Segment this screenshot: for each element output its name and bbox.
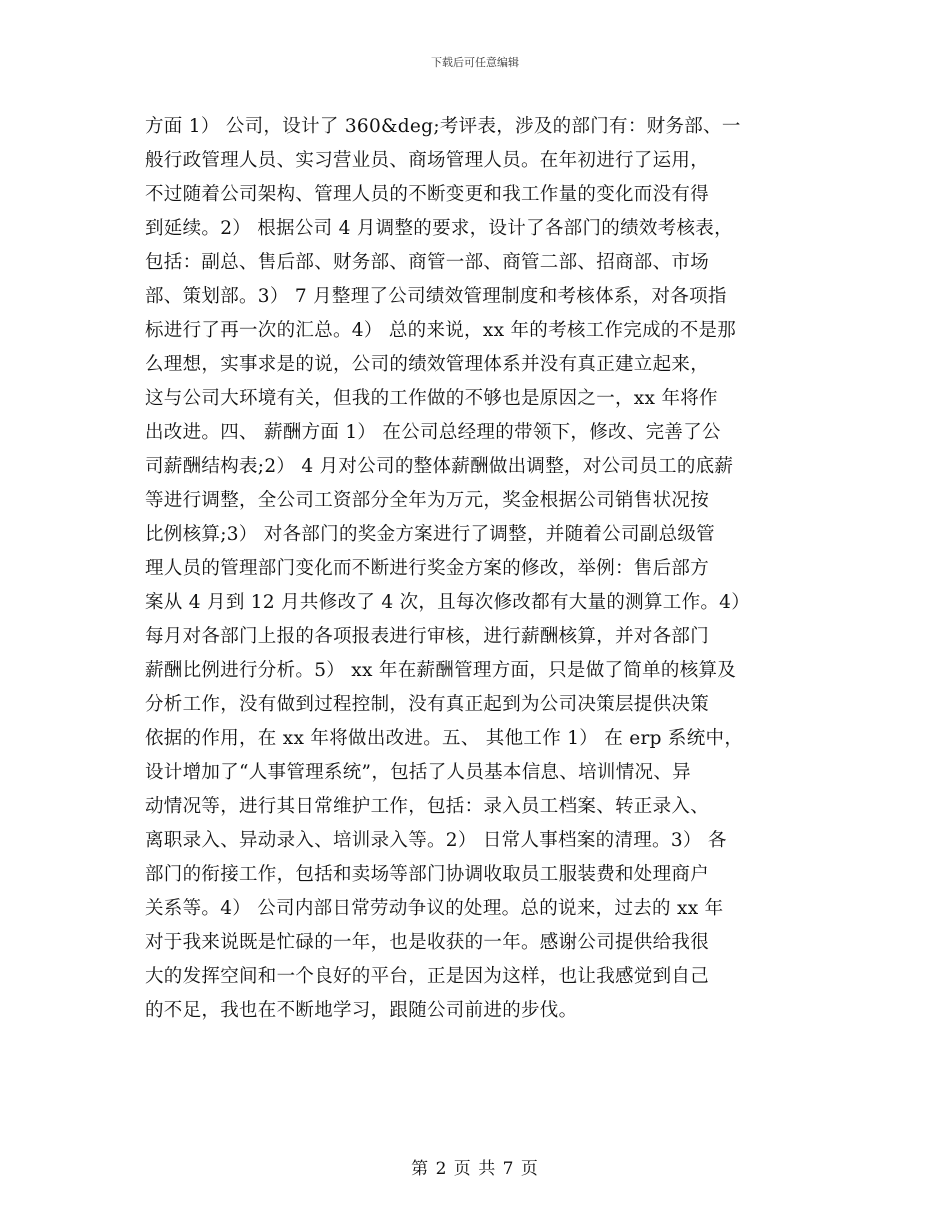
body-line: 部、策划部。3） 7 月整理了公司绩效管理制度和考核体系，对各项指: [145, 286, 727, 307]
body-line: 案从 4 月到 12 月共修改了 4 次，且每次修改都有大量的测算工作。4）: [145, 592, 751, 613]
body-line: 大的发挥空间和一个良好的平台，正是因为这样，也让我感觉到自己: [145, 966, 710, 987]
body-line: 比例核算;3） 对各部门的奖金方案进行了调整，并随着公司副总级管: [145, 524, 715, 545]
body-line: 出改进。四、 薪酬方面 1） 在公司总经理的带领下，修改、完善了公: [145, 422, 721, 443]
body-line: 部门的衔接工作，包括和卖场等部门协调收取员工服装费和处理商户: [145, 864, 710, 885]
body-line: 薪酬比例进行分析。5） xx 年在薪酬管理方面，只是做了简单的核算及: [145, 660, 737, 681]
body-line: 理人员的管理部门变化而不断进行奖金方案的修改，举例：售后部方: [145, 558, 710, 579]
body-line: 般行政管理人员、实习营业员、商场管理人员。在年初进行了运用，: [145, 150, 710, 171]
body-line: 分析工作，没有做到过程控制，没有真正起到为公司决策层提供决策: [145, 694, 710, 715]
body-line: 司薪酬结构表;2） 4 月对公司的整体薪酬做出调整，对公司员工的底薪: [145, 456, 734, 477]
body-line: 关系等。4） 公司内部日常劳动争议的处理。总的说来，过去的 xx 年: [145, 898, 724, 919]
body-line: 不过随着公司架构、管理人员的不断变更和我工作量的变化而没有得: [145, 184, 710, 205]
page-number-footer: 第 2 页 共 7 页: [411, 1159, 539, 1179]
body-line: 的不足，我也在不断地学习，跟随公司前进的步伐。: [145, 1000, 578, 1021]
body-line: 等进行调整，全公司工资部分全年为万元，奖金根据公司销售状况按: [145, 490, 710, 511]
body-line: 动情况等，进行其日常维护工作，包括：录入员工档案、转正录入、: [145, 796, 710, 817]
body-line: 方面 1） 公司，设计了 360&deg;考评表，涉及的部门有：财务部、一: [145, 116, 741, 137]
body-line: 离职录入、异动录入、培训录入等。2） 日常人事档案的清理。3） 各: [145, 830, 727, 851]
body-line: 依据的作用，在 xx 年将做出改进。五、 其他工作 1） 在 erp 系统中，: [145, 728, 744, 749]
body-line: 这与公司大环境有关，但我的工作做的不够也是原因之一，xx 年将作: [145, 388, 718, 409]
body-line: 到延续。2） 根据公司 4 月调整的要求，设计了各部门的绩效考核表，: [145, 218, 733, 239]
body-line: 设计增加了“人事管理系统”，包括了人员基本信息、培训情况、异: [145, 762, 691, 783]
body-line: 每月对各部门上报的各项报表进行审核，进行薪酬核算，并对各部门: [145, 626, 710, 647]
document-body: [145, 110, 805, 1028]
body-line: 标进行了再一次的汇总。4） 总的来说，xx 年的考核工作完成的不是那: [145, 320, 737, 341]
body-line: 包括：副总、售后部、财务部、商管一部、商管二部、招商部、市场: [145, 252, 710, 273]
body-line: 对于我来说既是忙碌的一年，也是收获的一年。感谢公司提供给我很: [145, 932, 710, 953]
page-header-note: 下载后可任意编辑: [431, 56, 519, 69]
body-line: 么理想，实事求是的说，公司的绩效管理体系并没有真正建立起来，: [145, 354, 710, 375]
